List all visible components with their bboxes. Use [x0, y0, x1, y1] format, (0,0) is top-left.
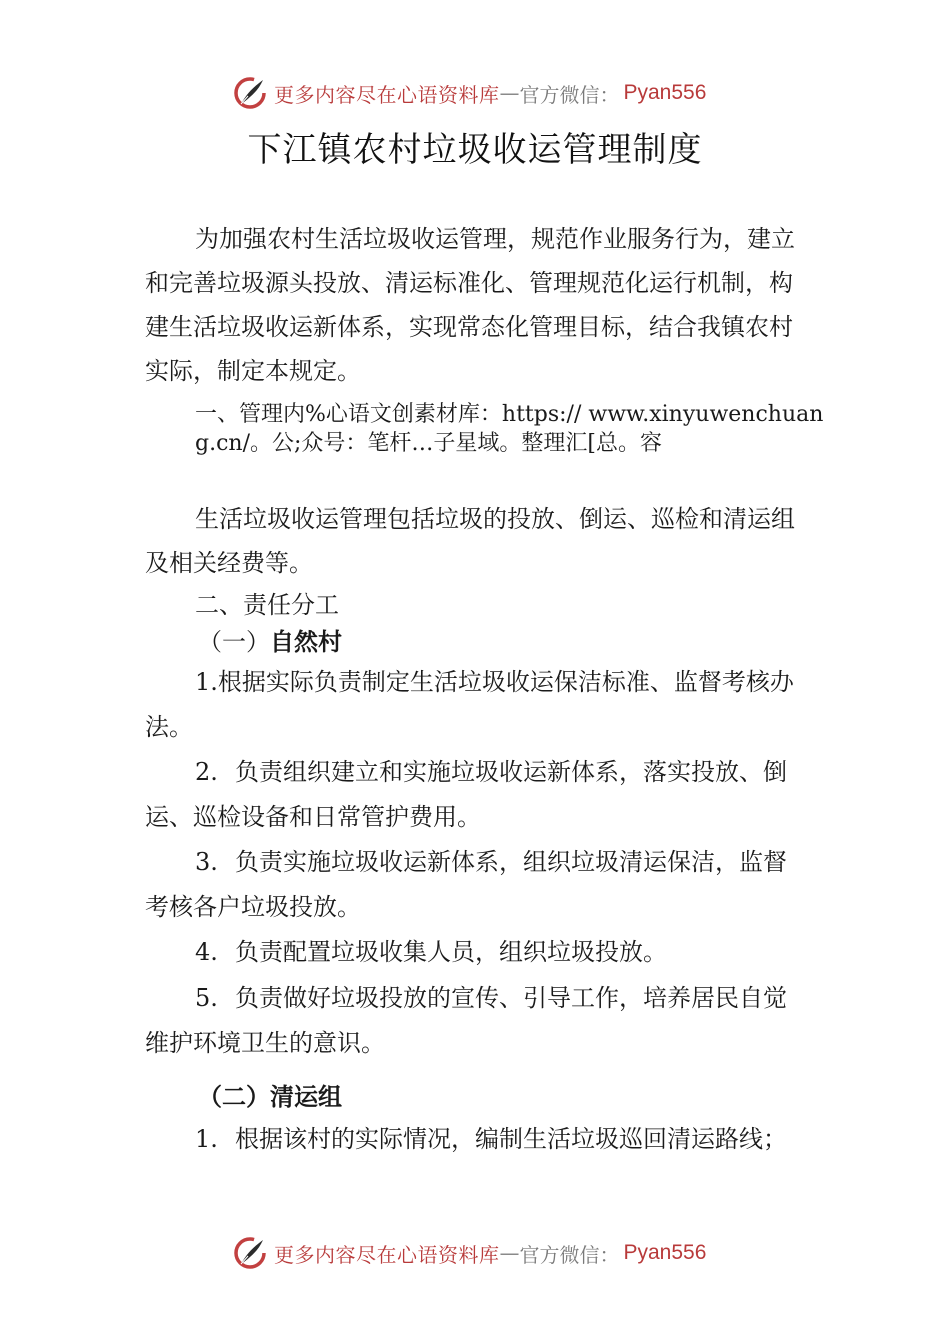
item-6-number: 1.	[195, 1125, 218, 1153]
item-3-number: 3.	[195, 848, 218, 876]
section1-heading: 一、管理内%心语文创素材库：https:// www.xinyuwenchuang.cn/。公;众号：笔杆…子星域。整理汇[总。容	[195, 402, 824, 456]
section1-body	[145, 497, 810, 585]
item-2-number: 2.	[195, 758, 218, 786]
item-4-text: 负责配置垃圾收集人员，组织垃圾投放。	[235, 938, 667, 966]
intro-text: 为加强农村生活垃圾收运管理，规范作业服务行为，建立和完善垃圾源头投放、清运标准化、管理规范化运行机制，构建生活垃圾收运新体系，实现常态化管理目标，结合我镇农村实际，制定本规定。	[145, 225, 795, 385]
quill-pen-logo-icon	[232, 75, 268, 111]
footer-watermark-banner	[232, 1233, 706, 1273]
item-2-text: 负责组织建立和实施垃圾收运新体系，落实投放、倒运、巡检设备和日常管护费用。	[145, 758, 787, 831]
banner-wechat-id: Pyan556	[623, 81, 707, 104]
list-item	[145, 840, 810, 930]
subsection2-heading: （二）清运组	[198, 1083, 342, 1111]
banner-wechat-id: Pyan556	[623, 1241, 707, 1264]
quill-pen-logo-icon	[232, 1235, 268, 1271]
section1-body-text: 生活垃圾收运管理包括垃圾的投放、倒运、巡检和清运组及相关经费等。	[145, 505, 795, 577]
subsection1-heading	[198, 624, 342, 660]
banner-text: 更多内容尽在心语资料库	[274, 82, 500, 107]
section2-heading: 二、责任分工	[195, 591, 339, 619]
item-6-text: 根据该村的实际情况，编制生活垃圾巡回清运路线；	[235, 1125, 787, 1153]
item-5-text: 负责做好垃圾投放的宣传、引导工作，培养居民自觉维护环境卫生的意识。	[145, 984, 787, 1057]
item-5-number: 5.	[195, 984, 218, 1012]
item-3-text: 负责实施垃圾收运新体系，组织垃圾清运保洁，监督考核各户垃圾投放。	[145, 848, 787, 921]
intro-paragraph	[145, 217, 810, 393]
list-item	[145, 930, 810, 975]
banner-dash: —	[499, 1241, 520, 1265]
list-item	[145, 750, 810, 840]
header-watermark-banner	[232, 73, 706, 113]
list-item	[145, 660, 810, 750]
banner-wechat-label: 官方微信：	[519, 82, 620, 107]
subsection1-title: 自然村	[270, 628, 342, 656]
list-item	[145, 976, 810, 1066]
banner-text: 更多内容尽在心语资料库	[274, 1242, 500, 1267]
list-item	[145, 1117, 810, 1162]
item-4-number: 4.	[195, 938, 218, 966]
banner-wechat-label: 官方微信：	[519, 1242, 620, 1267]
document-title: 下江镇农村垃圾收运管理制度	[247, 130, 703, 170]
subsection1-prefix: （一）	[198, 628, 270, 656]
item-1-text: 1.根据实际负责制定生活垃圾收运保洁标准、监督考核办法。	[145, 668, 794, 741]
banner-dash: —	[499, 81, 520, 105]
